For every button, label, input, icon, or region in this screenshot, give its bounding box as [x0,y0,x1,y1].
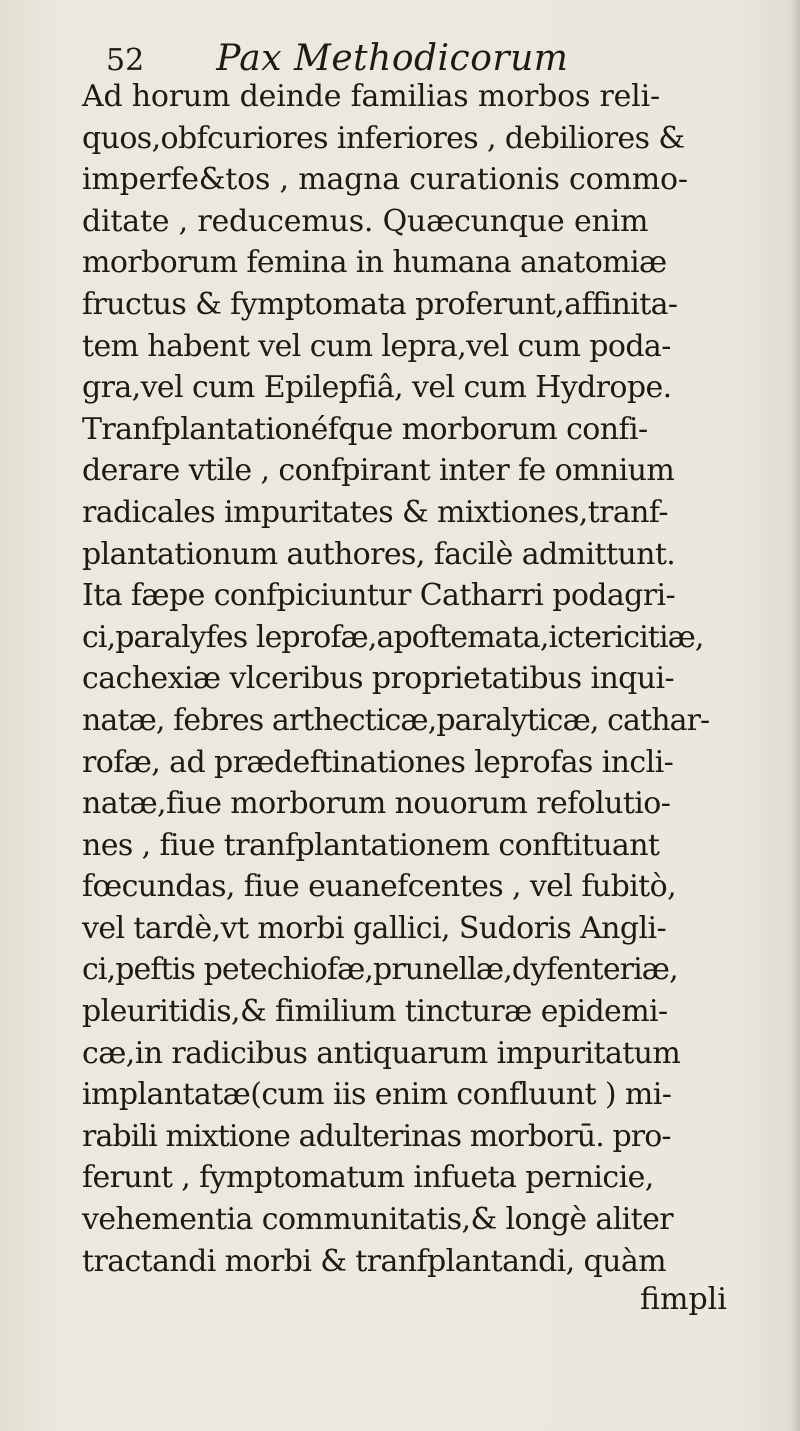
text-line: cæ,in radicibus antiquarum impuritatum [82,1035,681,1071]
text-line: ci,peftis petechiofæ,prunellæ,dyfenteriæ, [82,952,678,988]
text-line: Tranfplantationéfque morborum confi- [82,411,648,447]
text-line: ferunt , fymptomatum infueta pernicie, [82,1160,654,1196]
text-line: morborum femina in humana anatomiæ [82,245,667,281]
body-text [82,76,782,1282]
text-line: fructus & fymptomata proferunt,affinita- [82,286,678,322]
text-line: vehementia communitatis,& longè aliter [82,1202,674,1238]
text-line: natæ, febres arthecticæ,paralyticæ, cathar- [82,702,710,738]
text-line: tractandi morbi & tranfplantandi, quàm [82,1243,667,1279]
text-line: cachexiæ vlceribus proprietatibus inqui- [82,661,675,697]
text-line: rabili mixtione adulterinas morborū. pro- [82,1118,671,1154]
running-title: Pax Methodicorum [216,38,569,79]
text-line: implantatæ(cum iis enim confluunt ) mi- [82,1077,672,1113]
text-line: radicales impuritates & mixtiones,tranf- [82,494,668,530]
text-line: natæ,fiue morborum nouorum refolutio- [82,786,671,822]
catchword: fimpli [640,1282,727,1318]
text-line: rofæ, ad prædeftinationes leprofas incli- [82,744,674,780]
text-line: Ita fæpe confpiciuntur Catharri podagri- [82,578,676,614]
page-number: 52 [106,43,145,78]
text-line: Ad horum deinde familias morbos reli- [82,79,660,114]
text-line: derare vtile , confpirant inter fe omnium [82,453,675,489]
text-line: quos,obfcuriores inferiores , debiliores & [82,120,685,156]
text-line: nes , fiue tranfplantationem conftituant [82,827,660,863]
text-line: vel tardè,vt morbi gallici, Sudoris Angli- [82,910,666,946]
text-line: gra,vel cum Epilepfiâ, vel cum Hydrope. [82,370,672,406]
text-line: pleuritidis,& fimilium tincturæ epidemi- [82,994,668,1030]
text-line: imperfe&tos , magna curationis commo- [82,162,688,198]
text-line: ci,paralyfes leprofæ,apoftemata,ictericitiæ, [82,619,704,655]
text-line: plantationum authores, facilè admittunt. [82,536,676,572]
text-line: tem habent vel cum lepra,vel cum poda- [82,328,671,364]
text-line: ditate , reducemus. Quæcunque enim [82,203,649,239]
text-line: fœcundas, fiue euanefcentes , vel fubitò, [82,869,677,905]
